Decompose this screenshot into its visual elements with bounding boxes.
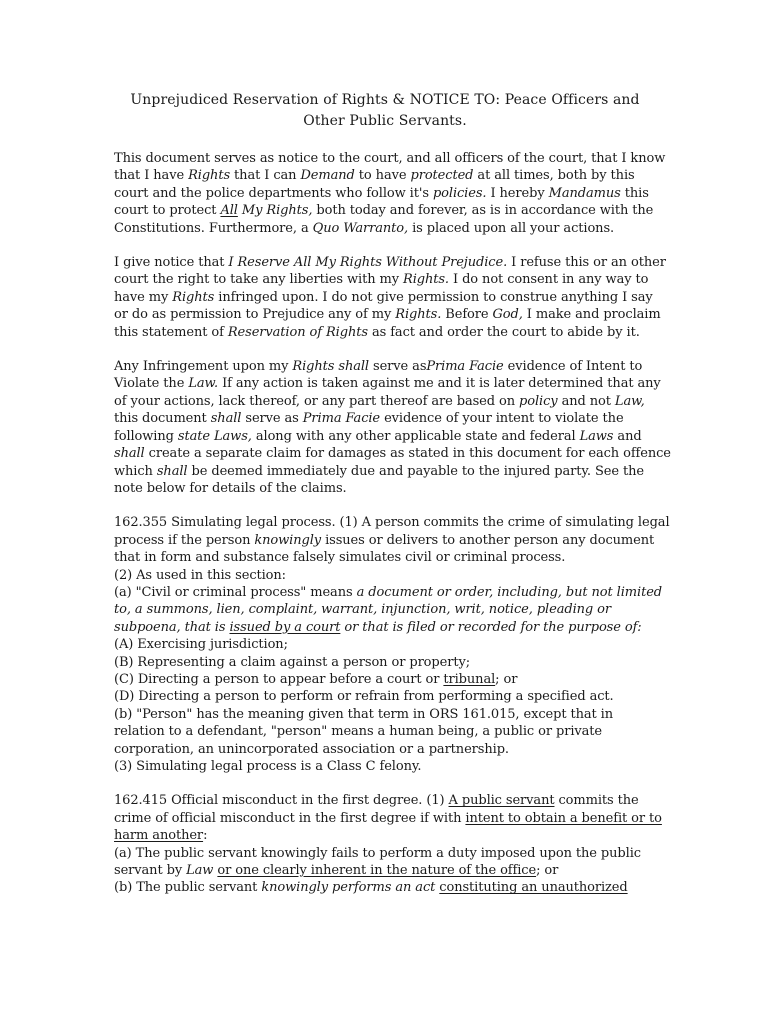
text-line: following state Laws, along with any other applicable state and federal Laws and: [114, 428, 642, 444]
text-line: note below for details of the claims.: [114, 480, 347, 496]
text-line: that in form and substance falsely simulates civil or criminal process.: [114, 550, 566, 566]
text-line: 162.415 Official misconduct in the first degree. (1) A public servant commits the: [114, 793, 639, 809]
text-line: (A) Exercising jurisdiction;: [114, 637, 288, 653]
title-line-2: Other Public Servants.: [303, 113, 467, 129]
paragraph-notice: [114, 150, 666, 237]
text-line: which shall be deemed immediately due and payable to the injured party. See the: [114, 463, 644, 479]
statute-162-415: [114, 792, 662, 896]
text-line: this statement of Reservation of Rights as fact and order the court to abide by it.: [114, 324, 640, 340]
text-line: (a) The public servant knowingly fails to perform a duty imposed upon the public: [114, 845, 641, 861]
text-line: (B) Representing a claim against a person or property;: [114, 654, 470, 670]
text-line: (b) The public servant knowingly performs an act constituting an unauthorized: [114, 880, 628, 896]
text-line: this document shall serve as Prima Facie evidence of your intent to violate the: [114, 411, 624, 427]
paragraph-infringement: [114, 358, 671, 497]
text-line: (D) Directing a person to perform or refrain from performing a specified act.: [114, 689, 614, 705]
statute-162-355: [114, 514, 670, 775]
text-line: Any Infringement upon my Rights shall serve asPrima Facie evidence of Intent to: [114, 359, 643, 375]
text-line: (b) "Person" has the meaning given that term in ORS 161.015, except that in: [114, 706, 614, 722]
text-line: relation to a defendant, "person" means a human being, a public or private: [114, 724, 603, 740]
text-line: (3) Simulating legal process is a Class C felony.: [114, 759, 422, 774]
text-line: or do as permission to Prejudice any of my Rights. Before God, I make and proclaim: [114, 307, 661, 323]
text-line: that I have Rights that I can Demand to have protected at all times, both by this: [114, 168, 635, 184]
text-line: court the right to take any liberties with my Rights. I do not consent in any way to: [114, 272, 649, 288]
text-line: corporation, an unincorporated association or a partnership.: [114, 741, 509, 757]
text-line: of your actions, lack thereof, or any part thereof are based on policy and not Law,: [114, 393, 645, 409]
text-line: shall create a separate claim for damages as stated in this document for each offence: [114, 446, 671, 462]
text-line: (a) "Civil or criminal process" means a document or order, including, but not limited: [114, 584, 663, 600]
text-line: Violate the Law. If any action is taken against me and it is later determined that any: [114, 376, 661, 392]
text-line: This document serves as notice to the court, and all officers of the court, that I know: [114, 151, 666, 166]
text-line: (C) Directing a person to appear before a court or tribunal; or: [114, 671, 518, 687]
text-line: to, a summons, lien, complaint, warrant, injunction, writ, notice, pleading or: [114, 602, 611, 618]
text-line: I give notice that I Reserve All My Rights Without Prejudice. I refuse this or an other: [114, 255, 666, 271]
text-line: crime of official misconduct in the first degree if with intent to obtain a benefit or to: [114, 810, 662, 826]
text-line: harm another:: [114, 828, 208, 844]
text-line: process if the person knowingly issues or delivers to another person any document: [114, 532, 655, 548]
text-line: subpoena, that is issued by a court or that is filed or recorded for the purpose of:: [114, 619, 642, 635]
text-line: Constitutions. Furthermore, a Quo Warranto, is placed upon all your actions.: [114, 220, 615, 236]
text-line: have my Rights infringed upon. I do not give permission to construe anything I say: [114, 289, 653, 305]
text-line: court to protect All My Rights, both today and forever, as is in accordance with the: [114, 203, 654, 219]
paragraph-reservation: [114, 254, 666, 341]
text-line: court and the police departments who follow it's policies. I hereby Mandamus this: [114, 185, 649, 201]
text-line: servant by Law or one clearly inherent in the nature of the office; or: [114, 863, 559, 879]
document-title: [114, 90, 656, 132]
text-line: 162.355 Simulating legal process. (1) A person commits the crime of simulating legal: [114, 515, 670, 531]
title-line-1: Unprejudiced Reservation of Rights & NOTICE TO: Peace Officers and: [130, 92, 640, 108]
text-line: (2) As used in this section:: [114, 567, 286, 583]
